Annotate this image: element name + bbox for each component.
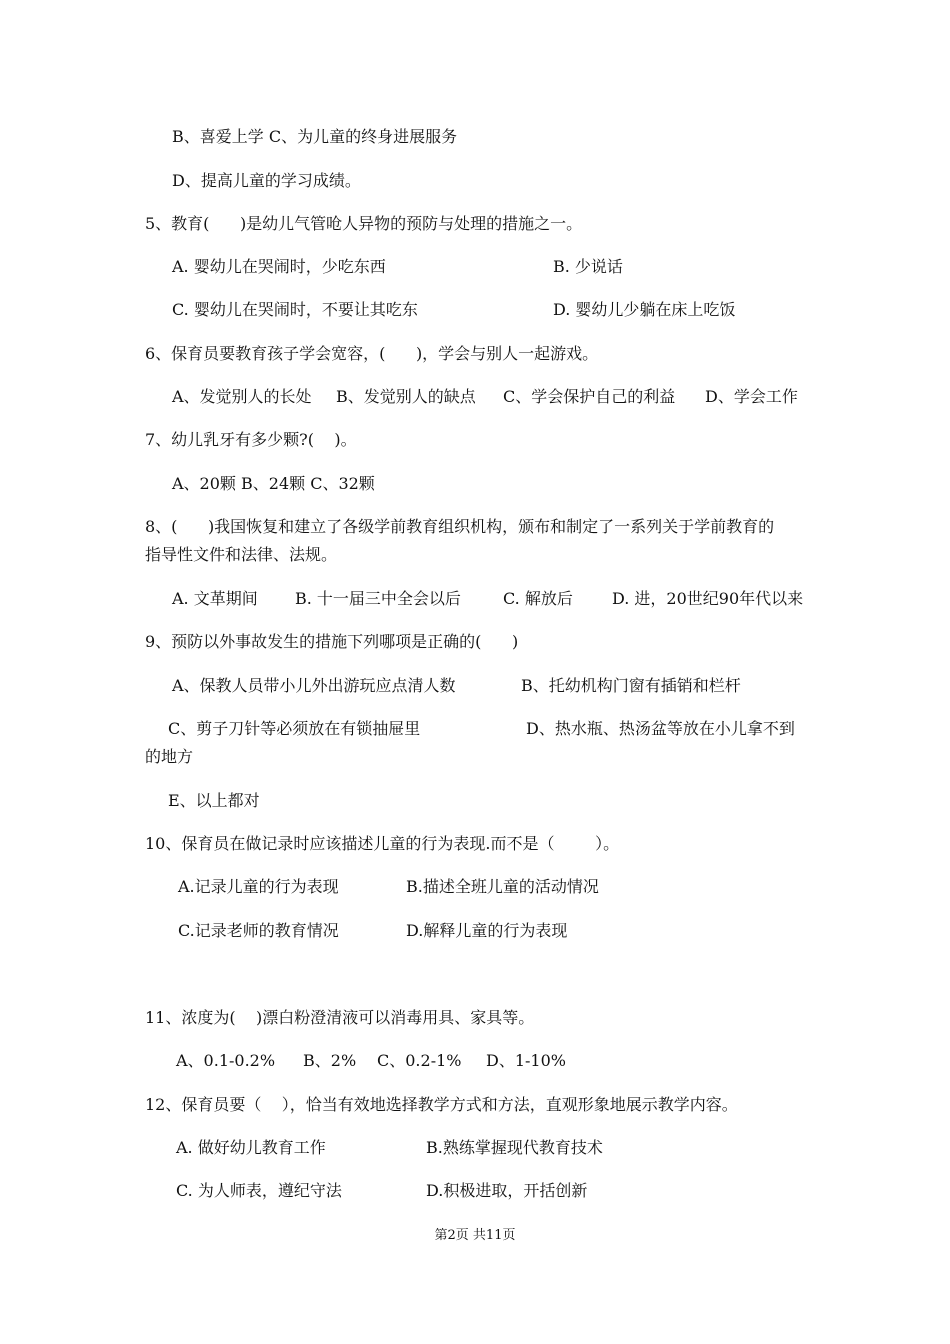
- q8-option-d: D. 进，20世纪90年代以来: [612, 589, 804, 608]
- q10-stem: 10、保育员在做记录时应该描述儿童的行为表现.而不是（ ）。: [145, 834, 620, 853]
- q11-option-a: A、0.1-0.2%: [176, 1051, 276, 1070]
- q4-option-d: D、提高儿童的学习成绩。: [172, 171, 361, 190]
- q8-stem-line1: 8、( )我国恢复和建立了各级学前教育组织机构，颁布和制定了一系列关于学前教育的: [145, 517, 775, 536]
- q9-option-b: B、托幼机构门窗有插销和栏杆: [521, 676, 741, 695]
- q11-option-d: D、1-10%: [486, 1051, 566, 1070]
- q7-options: A、20颗 B、24颗 C、32颗: [172, 474, 375, 493]
- q12-option-c: C. 为人师表，遵纪守法: [176, 1181, 342, 1200]
- q12-options-row2: [0, 1180, 950, 1268]
- q9-option-d: D、热水瓶、热汤盆等放在小儿拿不到: [526, 719, 795, 738]
- q11-stem: 11、浓度为( )漂白粉澄清液可以消毒用具、家具等。: [145, 1008, 535, 1027]
- q9-option-d-wrap: 的地方: [145, 747, 194, 766]
- q8-option-b: B. 十一届三中全会以后: [295, 589, 461, 608]
- q12-stem: 12、保育员要（ ），恰当有效地选择教学方式和方法，直观形象地展示教学内容。: [145, 1095, 738, 1114]
- q5-option-a: A. 婴幼儿在哭闹时，少吃东西: [172, 257, 386, 276]
- q4-option-bc: B、喜爱上学 C、为儿童的终身进展服务: [172, 127, 458, 146]
- q11-option-b: B、2%: [303, 1051, 357, 1070]
- q11-option-c: C、0.2-1%: [377, 1051, 462, 1070]
- q9-stem: 9、预防以外事故发生的措施下列哪项是正确的( ): [145, 632, 519, 651]
- q12-option-d: D.积极进取，开括创新: [426, 1181, 588, 1200]
- q9-option-a: A、保教人员带小儿外出游玩应点清人数: [172, 676, 456, 695]
- q12-option-a: A. 做好幼儿教育工作: [176, 1138, 326, 1157]
- q6-option-c: C、学会保护自己的利益: [503, 387, 676, 406]
- q8-option-a: A. 文革期间: [172, 589, 258, 608]
- q12-option-b: B.熟练掌握现代教育技术: [426, 1138, 603, 1157]
- q5-option-b: B. 少说话: [553, 257, 623, 276]
- q10-option-d: D.解释儿童的行为表现: [406, 921, 568, 940]
- q9-option-e: E、以上都对: [168, 791, 260, 810]
- q8-option-c: C. 解放后: [503, 589, 573, 608]
- q9-options-row2: [0, 718, 950, 806]
- q6-option-b: B、发觉别人的缺点: [336, 387, 476, 406]
- q5-stem: 5、教育( )是幼儿气管呛人异物的预防与处理的措施之一。: [145, 214, 583, 233]
- q5-option-d: D. 婴幼儿少躺在床上吃饭: [553, 300, 736, 319]
- q6-option-d: D、学会工作: [705, 387, 798, 406]
- q10-option-a: A.记录儿童的行为表现: [178, 877, 339, 896]
- q10-option-b: B.描述全班儿童的活动情况: [406, 877, 599, 896]
- q10-option-c: C.记录老师的教育情况: [178, 921, 339, 940]
- page-number-footer: 第2页 共11页: [434, 1228, 516, 1243]
- q10-options-row2: [0, 920, 950, 1008]
- q7-stem: 7、幼儿乳牙有多少颗?( )。: [145, 430, 357, 449]
- q9-option-c: C、剪子刀针等必须放在有锁抽屉里: [168, 719, 421, 738]
- q6-options-row: [0, 386, 950, 518]
- q6-option-a: A、发觉别人的长处: [172, 387, 312, 406]
- q8-stem-line2: 指导性文件和法律、法规。: [145, 545, 338, 564]
- q6-stem: 6、保育员要教育孩子学会宽容，( )，学会与别人一起游戏。: [145, 344, 599, 363]
- q5-option-c: C. 婴幼儿在哭闹时，不要让其吃东: [172, 300, 418, 319]
